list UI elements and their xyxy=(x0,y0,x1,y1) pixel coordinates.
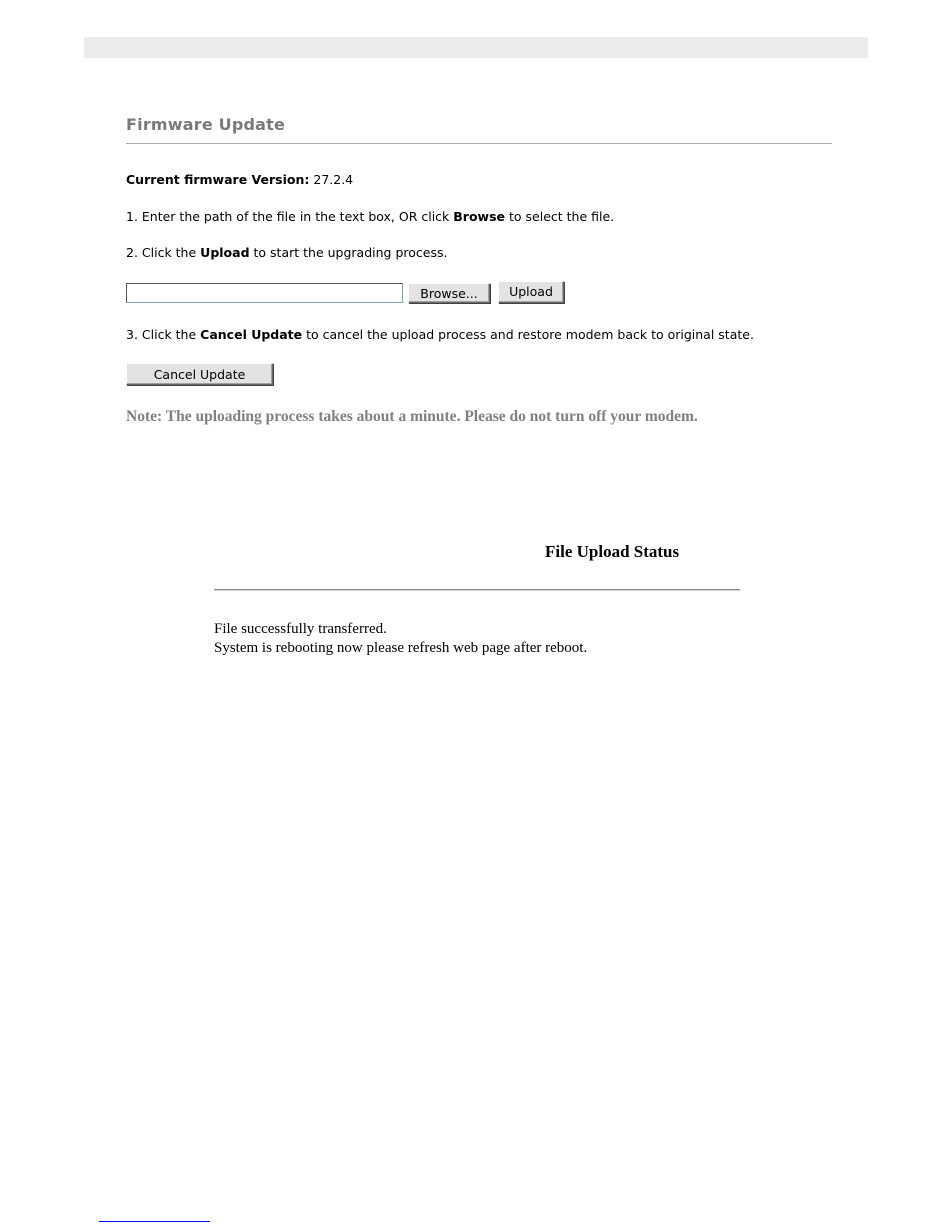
page-title: Firmware Update xyxy=(126,115,286,134)
step-2-suffix: to start the upgrading process. xyxy=(253,245,448,260)
file-path-input[interactable] xyxy=(126,283,403,303)
current-version-line xyxy=(126,172,353,187)
step-3-keyword: Cancel Update xyxy=(200,327,303,342)
step-1-prefix: 1. Enter the path of the file in the text box, OR click xyxy=(126,209,450,224)
upload-note: Note: The uploading process takes about a minute. Please do not turn off your modem. xyxy=(126,408,698,425)
step-2-instruction xyxy=(126,245,447,260)
step-1-keyword: Browse xyxy=(453,209,506,224)
title-divider xyxy=(126,143,832,144)
upload-status-divider xyxy=(214,589,740,591)
step-1-suffix: to select the file. xyxy=(509,209,615,224)
version-value: 27.2.4 xyxy=(313,172,354,187)
step-3-prefix: 3. Click the xyxy=(126,327,197,342)
upload-status-message-reboot: System is rebooting now please refresh web page after reboot. xyxy=(214,640,588,656)
upload-status-title: File Upload Status xyxy=(545,542,680,561)
step-3-instruction xyxy=(126,327,754,342)
step-1-instruction xyxy=(126,209,614,224)
upload-status-message-success: File successfully transferred. xyxy=(214,621,387,637)
cancel-update-button[interactable]: Cancel Update xyxy=(126,363,273,385)
upload-button[interactable]: Upload xyxy=(498,281,564,303)
footnote-rule xyxy=(99,1221,210,1222)
version-label: Current firmware Version: xyxy=(126,172,310,187)
browse-button[interactable]: Browse... xyxy=(408,283,490,303)
step-3-suffix: to cancel the upload process and restore modem back to original state. xyxy=(306,327,754,342)
top-bar xyxy=(84,37,868,58)
step-2-keyword: Upload xyxy=(200,245,250,260)
step-2-prefix: 2. Click the xyxy=(126,245,197,260)
